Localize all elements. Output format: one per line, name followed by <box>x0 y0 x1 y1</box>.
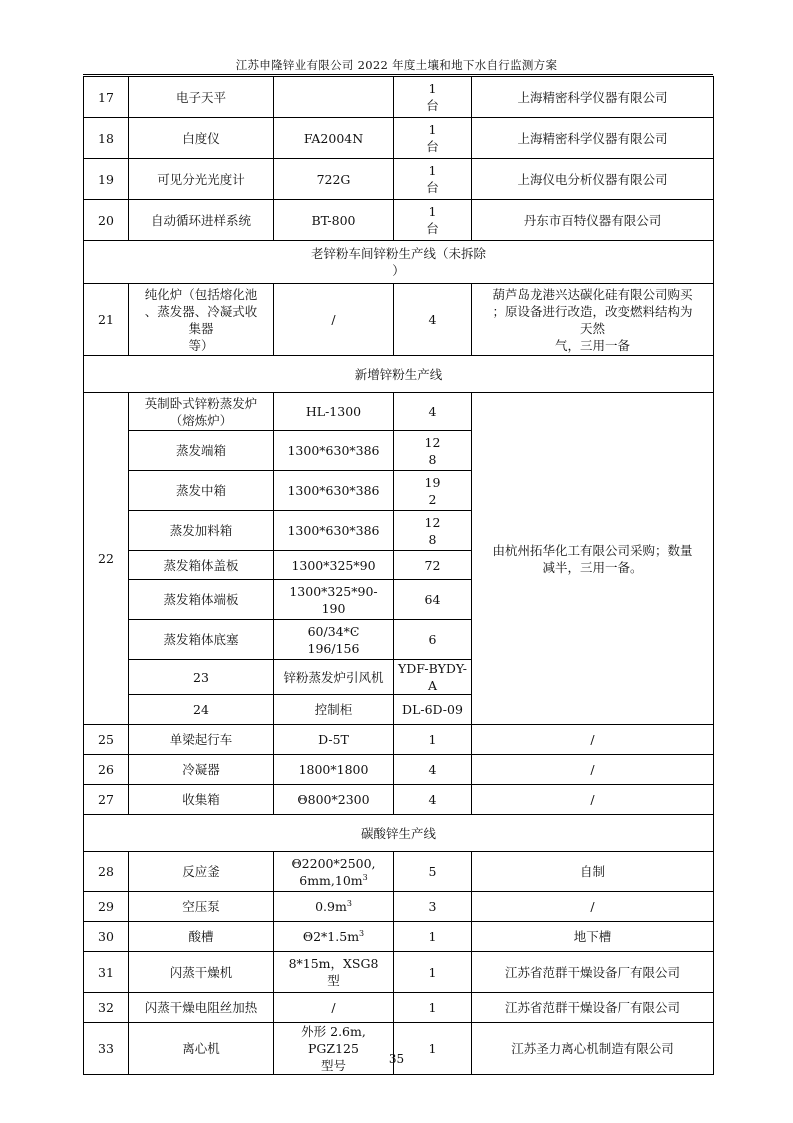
quantity: 3 <box>394 892 472 922</box>
equipment-name: 自动循环进样系统 <box>129 200 274 241</box>
model-spec: BT-800 <box>274 200 394 241</box>
quantity: 1 <box>394 922 472 952</box>
row-number: 21 <box>84 284 129 356</box>
unit-superscript: 3 <box>359 928 365 938</box>
equipment-name: 空压泵 <box>129 892 274 922</box>
model-spec <box>274 852 394 892</box>
table-row <box>84 200 714 241</box>
row-number: 20 <box>84 200 129 241</box>
equipment-name: 蒸发中箱 <box>129 471 274 511</box>
quantity: 1 <box>394 993 472 1023</box>
model-spec: 1300*630*386 <box>274 471 394 511</box>
supplier: / <box>472 755 714 785</box>
model-spec: YDF-BYDY-A <box>394 660 472 695</box>
table-row <box>84 785 714 815</box>
model-spec: 外形 2.6m, PGZ125 型号 <box>274 1023 394 1075</box>
table-row <box>84 118 714 159</box>
table-row <box>84 159 714 200</box>
equipment-name: 可见分光光度计 <box>129 159 274 200</box>
equipment-name: 白度仪 <box>129 118 274 159</box>
quantity: 64 <box>394 580 472 620</box>
unit-superscript: 3 <box>362 872 368 882</box>
row-number: 29 <box>84 892 129 922</box>
quantity: 1 台 <box>394 118 472 159</box>
equipment-name: 蒸发箱体底塞 <box>129 620 274 660</box>
quantity: 1 <box>394 952 472 993</box>
supplier: / <box>472 892 714 922</box>
supplier: 由杭州拓华化工有限公司采购；数量 减半，三用一备。 <box>472 393 714 725</box>
quantity: 1 台 <box>394 200 472 241</box>
quantity: 72 <box>394 551 472 580</box>
unit-superscript: 3 <box>346 898 352 908</box>
equipment-name: 单梁起行车 <box>129 725 274 755</box>
table-row <box>84 241 714 284</box>
model-spec <box>274 77 394 118</box>
equipment-name: 电子天平 <box>129 77 274 118</box>
quantity: 19 2 <box>394 471 472 511</box>
equipment-name: 离心机 <box>129 1023 274 1075</box>
model-spec: FA2004N <box>274 118 394 159</box>
supplier: 自制 <box>472 852 714 892</box>
model-spec: / <box>274 993 394 1023</box>
quantity: 4 <box>394 284 472 356</box>
model-text: 0.9m <box>315 899 347 914</box>
quantity: 4 <box>394 785 472 815</box>
equipment-name: 蒸发端箱 <box>129 431 274 471</box>
supplier: 上海仪电分析仪器有限公司 <box>472 159 714 200</box>
row-number: 19 <box>84 159 129 200</box>
supplier: 丹东市百特仪器有限公司 <box>472 200 714 241</box>
row-number: 23 <box>129 660 274 695</box>
table-row <box>84 892 714 922</box>
model-spec: Θ800*2300 <box>274 785 394 815</box>
row-number: 18 <box>84 118 129 159</box>
row-number: 17 <box>84 77 129 118</box>
table-row <box>84 725 714 755</box>
supplier: 江苏圣力离心机制造有限公司 <box>472 1023 714 1075</box>
quantity: 6 <box>394 620 472 660</box>
table-row <box>84 356 714 393</box>
supplier: 葫芦岛龙港兴达碳化硅有限公司购买 ；原设备进行改造，改变燃料结构为 天然 气，三用一备 <box>472 284 714 356</box>
table-row <box>84 755 714 785</box>
table-row <box>84 922 714 952</box>
supplier: / <box>472 785 714 815</box>
row-number: 31 <box>84 952 129 993</box>
model-spec: 1300*325*90 <box>274 551 394 580</box>
quantity: 4 <box>394 755 472 785</box>
supplier: 江苏省范群干燥设备厂有限公司 <box>472 993 714 1023</box>
equipment-name: 英制卧式锌粉蒸发炉 （熔炼炉） <box>129 393 274 431</box>
supplier: 上海精密科学仪器有限公司 <box>472 118 714 159</box>
model-spec: / <box>274 284 394 356</box>
row-number: 22 <box>84 393 129 725</box>
quantity: 1 <box>394 1023 472 1075</box>
equipment-name: 蒸发箱体盖板 <box>129 551 274 580</box>
row-number: 28 <box>84 852 129 892</box>
table-row <box>84 952 714 993</box>
row-number: 33 <box>84 1023 129 1075</box>
table-row <box>84 993 714 1023</box>
supplier: / <box>472 725 714 755</box>
equipment-name: 蒸发箱体端板 <box>129 580 274 620</box>
quantity: 5 <box>394 852 472 892</box>
supplier: 上海精密科学仪器有限公司 <box>472 77 714 118</box>
equipment-name: 锌粉蒸发炉引风机 <box>274 660 394 695</box>
model-spec: 1300*630*386 <box>274 511 394 551</box>
model-spec: D-5T <box>274 725 394 755</box>
section-heading: 老锌粉车间锌粉生产线（未拆除 ） <box>84 241 714 284</box>
row-number: 25 <box>84 725 129 755</box>
quantity: 1 台 <box>394 159 472 200</box>
equipment-name: 冷凝器 <box>129 755 274 785</box>
supplier: 地下槽 <box>472 922 714 952</box>
model-spec <box>274 922 394 952</box>
equipment-name: 酸槽 <box>129 922 274 952</box>
header-rule <box>83 74 713 75</box>
equipment-name: 控制柜 <box>274 695 394 725</box>
page-number: 35 <box>388 1052 405 1066</box>
equipment-name: 纯化炉（包括熔化池 、蒸发器、冷凝式收 集器 等） <box>129 284 274 356</box>
equipment-name: 闪蒸干燥电阻丝加热 <box>129 993 274 1023</box>
equipment-name: 蒸发加料箱 <box>129 511 274 551</box>
model-spec: 60/34*Ͼ 196/156 <box>274 620 394 660</box>
section-heading: 碳酸锌生产线 <box>84 815 714 852</box>
supplier: 江苏省范群干燥设备厂有限公司 <box>472 952 714 993</box>
quantity: 12 8 <box>394 511 472 551</box>
model-spec: HL-1300 <box>274 393 394 431</box>
model-spec: 722G <box>274 159 394 200</box>
table-row <box>84 393 714 431</box>
quantity: 12 8 <box>394 431 472 471</box>
equipment-table <box>83 76 714 1075</box>
equipment-name: 闪蒸干燥机 <box>129 952 274 993</box>
quantity: 1 台 <box>394 77 472 118</box>
quantity: 1 <box>394 725 472 755</box>
table-row <box>84 1023 714 1075</box>
table-row <box>84 852 714 892</box>
model-spec: 1300*325*90- 190 <box>274 580 394 620</box>
equipment-name: 收集箱 <box>129 785 274 815</box>
page-header: 江苏申隆锌业有限公司 2022 年度土壤和地下水自行监测方案 <box>235 58 558 72</box>
model-spec: 1800*1800 <box>274 755 394 785</box>
row-number: 27 <box>84 785 129 815</box>
model-spec: 1300*630*386 <box>274 431 394 471</box>
table-row <box>84 284 714 356</box>
model-text: 6mm,10m <box>299 872 363 888</box>
section-heading: 新增锌粉生产线 <box>84 356 714 393</box>
equipment-name: 反应釜 <box>129 852 274 892</box>
row-number: 30 <box>84 922 129 952</box>
row-number: 26 <box>84 755 129 785</box>
row-number: 32 <box>84 993 129 1023</box>
table-row <box>84 815 714 852</box>
model-text: Θ2200*2500, <box>291 855 376 871</box>
quantity: 4 <box>394 393 472 431</box>
row-number: 24 <box>129 695 274 725</box>
model-text: Θ2*1.5m <box>302 929 360 944</box>
model-spec <box>274 892 394 922</box>
table-row <box>84 77 714 118</box>
model-spec: DL-6D-09 <box>394 695 472 725</box>
model-spec: 8*15m，XSG8 型 <box>274 952 394 993</box>
